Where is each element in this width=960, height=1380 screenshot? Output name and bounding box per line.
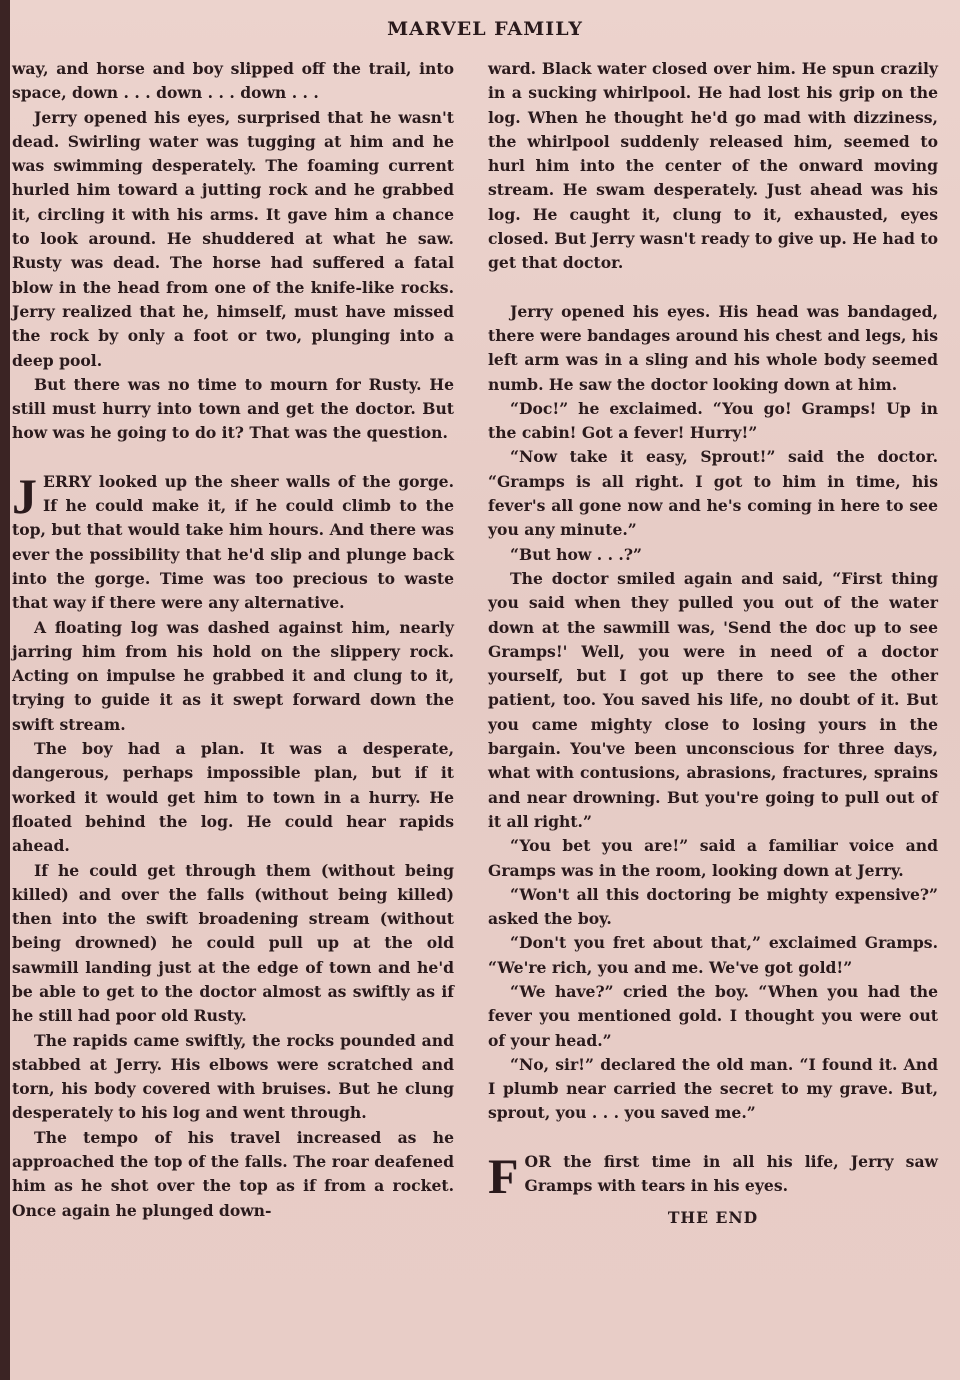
paragraph-text: “Now take it easy, Sprout!” said the doctor. “Gramps is all right. I got to him in time, his fever's all gone now and he's coming in here to see you any minute.” — [488, 447, 938, 540]
paragraph — [12, 859, 454, 1029]
paragraph-text: “Doc!” he exclaimed. “You go! Gramps! Up in the cabin! Got a fever! Hurry!” — [488, 398, 938, 443]
paragraph — [488, 57, 938, 276]
paragraph-text: The rapids came swiftly, the rocks pounded and stabbed at Jerry. His elbows were scratched and torn, his body covered with bruises. But he clung desperately to his log and went through. — [12, 1030, 454, 1123]
paragraph — [488, 543, 938, 567]
paragraph-text: THE END — [667, 1208, 759, 1228]
drop-cap: J — [12, 467, 37, 524]
left-column — [12, 57, 454, 1223]
paragraph-text: “But how . . .?” — [510, 544, 642, 564]
paragraph — [12, 737, 454, 858]
paragraph — [12, 106, 454, 373]
page-header: MARVEL FAMILY — [387, 18, 583, 40]
paragraph-text: The doctor smiled again and said, “First thing you said when they pulled you out of the water down at the sawmill was, 'Send the doc up to see Gramps!' Well, you were in need of a doctor yourself, but I got up there to see the other patient, too. You saved his life, no doubt of it. But you came mighty close to losing yours in the bargain. You've been unconscious for three days, what with contusions, abrasions, fractures, sprains and near drowning. But you're going to pull out of it all right.” — [488, 568, 938, 831]
paragraph-text: “No, sir!” declared the old man. “I found it. And I plumb near carried the secret to my grave. But, sprout, you . . . you saved me.” — [488, 1054, 938, 1123]
paragraph-text: ward. Black water closed over him. He spun crazily in a sucking whirlpool. He had lost his grip on the log. When he thought he'd go mad with dizziness, the whirlpool suddenly released him, seemed to hurl him into the center of the onward moving stream. He swam desperately. Just ahead was his log. He caught it, clung to it, exhausted, eyes closed. But Jerry wasn't ready to give up. He had to get that doctor. — [488, 59, 938, 273]
paragraph — [12, 1029, 454, 1126]
the-end — [488, 1206, 938, 1230]
paragraph-text: Jerry opened his eyes, surprised that he wasn't dead. Swirling water was tugging at him and he was swimming desperately. The foaming current hurled him toward a jutting rock and he grabbed it, circling it with his arms. It gave him a chance to look around. He shuddered at what he saw. Rusty was dead. The horse had suffered a fatal blow in the head from one of the knife-like rocks. Jerry realized that he, himself, must have missed the rock by only a foot or two, plunging into a deep pool. — [12, 107, 454, 370]
paragraph — [488, 980, 938, 1053]
paragraph-text: “You bet you are!” said a familiar voice and Gramps was in the room, looking down at Jerry. — [488, 836, 938, 880]
paragraph — [12, 373, 454, 446]
paragraph-text: “Don't you fret about that,” exclaimed Gramps. “We're rich, you and me. We've got gold!” — [488, 933, 938, 977]
drop-cap: F — [488, 1147, 519, 1204]
right-column — [488, 57, 938, 1231]
paragraph-text: OR the first time in all his life, Jerry saw Gramps with tears in his eyes. — [524, 1151, 938, 1196]
paragraph-text: If he could get through them (without being killed) and over the falls (without being killed) then into the swift broadening stream (without being drowned) he could pull up at the old sawmill landing just at the edge of town and he'd be able to get to the doctor almost as swiftly as if he still had poor old Rusty. — [12, 860, 454, 1026]
paragraph-text: But there was no time to mourn for Rusty. He still must hurry into town and get the doctor. But how was he going to do it? That was the question. — [12, 374, 454, 443]
paragraph-text: way, and horse and boy slipped off the trail, into space, down . . . down . . . down . . . — [12, 59, 454, 103]
paragraph — [488, 834, 938, 883]
paragraph-text: The tempo of his travel increased as he approached the top of the falls. The roar deafened him as he shot over the top as if from a rocket. Once again he plunged down- — [12, 1127, 454, 1220]
paragraph — [488, 1053, 938, 1126]
paragraph-text: A floating log was dashed against him, nearly jarring him from his hold on the slippery rock. Acting on impulse he grabbed it and clung to it, trying to guide it as it swept forward down the swift stream. — [12, 617, 454, 734]
paragraph — [12, 57, 454, 106]
paragraph — [488, 397, 938, 446]
paragraph — [488, 300, 938, 397]
paragraph — [12, 1126, 454, 1223]
paragraph — [488, 883, 938, 932]
paragraph — [488, 567, 938, 834]
paragraph-text: The boy had a plan. It was a desperate, dangerous, perhaps impossible plan, but if it worked it would get him to town in a hurry. He floated behind the log. He could hear rapids ahead. — [12, 739, 454, 856]
paragraph — [488, 1147, 938, 1204]
paragraph-text: Jerry opened his eyes. His head was bandaged, there were bandages around his chest and legs, his left arm was in a sling and his whole body seemed numb. He saw the doctor looking down at him. — [488, 301, 938, 394]
paragraph — [488, 931, 938, 980]
paragraph — [12, 616, 454, 737]
paragraph — [488, 445, 938, 542]
paragraph-text: “We have?” cried the boy. “When you had the fever you mentioned gold. I thought you were out of your head.” — [488, 981, 938, 1050]
paragraph — [12, 467, 454, 616]
paragraph-text: “Won't all this doctoring be mighty expensive?” asked the boy. — [488, 884, 938, 929]
paragraph-text: ERRY looked up the sheer walls of the gorge. If he could make it, if he could climb to the top, but that would take him hours. And there was ever the possibility that he'd slip and plunge back into the gorge. Time was too precious to waste that way if there were any alternative. — [12, 471, 454, 613]
